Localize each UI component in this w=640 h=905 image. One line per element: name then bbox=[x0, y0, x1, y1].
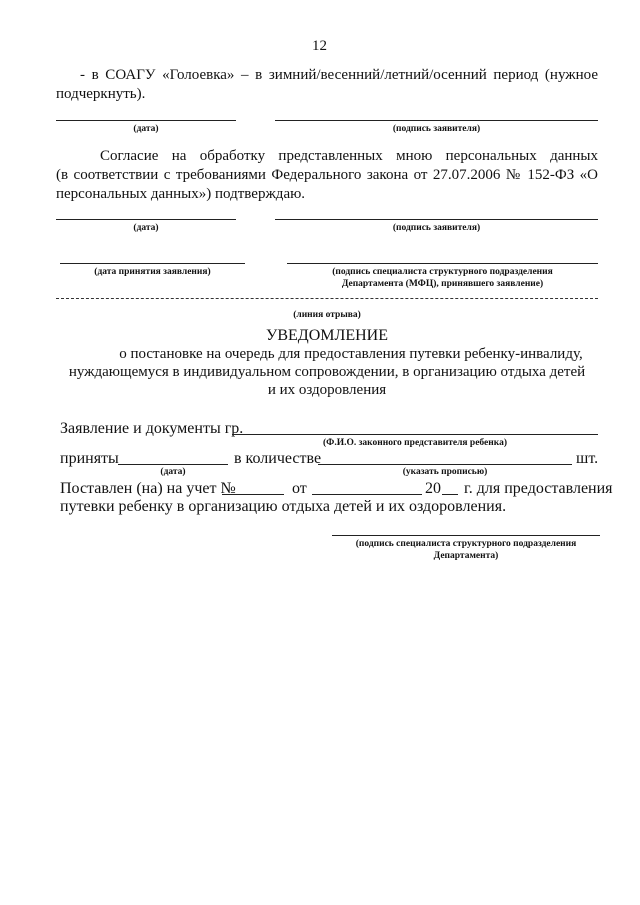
from-label: от bbox=[292, 480, 307, 497]
date-label-2: (дата) bbox=[133, 223, 159, 233]
consent-line-3: персональных данных») подтверждаю. bbox=[56, 186, 306, 202]
voucher-text: путевки ребенку в организацию отдыха детей и их оздоровления. bbox=[60, 498, 507, 515]
notice-subtitle-3: и их оздоровления bbox=[267, 382, 387, 398]
signature-line-1[interactable] bbox=[275, 120, 598, 121]
season-text-line1: - в СОАГУ «Голоевка» – в зимний/весенний/летний/осенний период (нужное bbox=[80, 67, 598, 83]
notice-subtitle-2: нуждающемуся в индивидуальном сопровождении, в организацию отдыха детей bbox=[68, 364, 586, 380]
date-line-1[interactable] bbox=[56, 120, 236, 121]
fio-label: (Ф.И.О. законного представителя ребенка) bbox=[323, 438, 507, 448]
notice-subtitle-1: о постановке на очередь для предоставления путевки ребенку-инвалиду, bbox=[119, 346, 583, 362]
specialist-label-line2: Департамента (МФЦ), принявшего заявление) bbox=[341, 279, 544, 289]
date-line-2[interactable] bbox=[56, 219, 236, 220]
tear-line-label: (линия отрыва) bbox=[293, 310, 361, 320]
consent-line-2: (в соответствии с требованиями Федерального закона от 27.07.2006 № 152-ФЗ «О bbox=[56, 167, 598, 183]
date-label-1: (дата) bbox=[133, 124, 159, 134]
signature-label-2: (подпись заявителя) bbox=[392, 223, 481, 233]
year-suffix: г. для предоставления bbox=[464, 480, 613, 497]
acceptance-date-label: (дата принятия заявления) bbox=[94, 267, 211, 277]
page-number: 12 bbox=[312, 38, 327, 54]
final-specialist-signature-line[interactable] bbox=[332, 535, 600, 536]
year-prefix: 20 bbox=[425, 480, 441, 497]
final-specialist-label-line1: (подпись специалиста структурного подразделения bbox=[355, 539, 577, 549]
registered-label: Поставлен (на) на учет № bbox=[60, 480, 236, 497]
pcs-label: шт. bbox=[576, 450, 599, 467]
signature-line-2[interactable] bbox=[275, 219, 598, 220]
season-text bbox=[80, 66, 598, 84]
quantity-label: (указать прописью) bbox=[402, 467, 488, 477]
tear-line bbox=[56, 298, 598, 299]
registration-number-field[interactable] bbox=[222, 494, 284, 495]
quantity-field[interactable] bbox=[318, 464, 572, 465]
accepted-date-field[interactable] bbox=[118, 464, 228, 465]
year-field[interactable] bbox=[442, 494, 458, 495]
signature-label-1: (подпись заявителя) bbox=[392, 124, 481, 134]
fio-field[interactable] bbox=[232, 434, 598, 435]
docs-from-label: Заявление и документы гр. bbox=[60, 420, 244, 437]
consent-line-1: Согласие на обработку представленных мною персональных данных bbox=[100, 148, 598, 164]
in-quantity-label: в количестве bbox=[234, 450, 322, 467]
final-specialist-label-line2: Департамента) bbox=[433, 551, 499, 561]
season-text-line2: подчеркнуть). bbox=[56, 86, 146, 102]
specialist-label-line1: (подпись специалиста структурного подразделения bbox=[332, 267, 553, 277]
accepted-date-label: (дата) bbox=[160, 467, 186, 477]
notice-title: УВЕДОМЛЕНИЕ bbox=[266, 327, 388, 344]
accepted-label: приняты bbox=[60, 450, 119, 467]
registration-date-field[interactable] bbox=[312, 494, 422, 495]
acceptance-date-line[interactable] bbox=[60, 263, 245, 264]
specialist-signature-line[interactable] bbox=[287, 263, 598, 264]
